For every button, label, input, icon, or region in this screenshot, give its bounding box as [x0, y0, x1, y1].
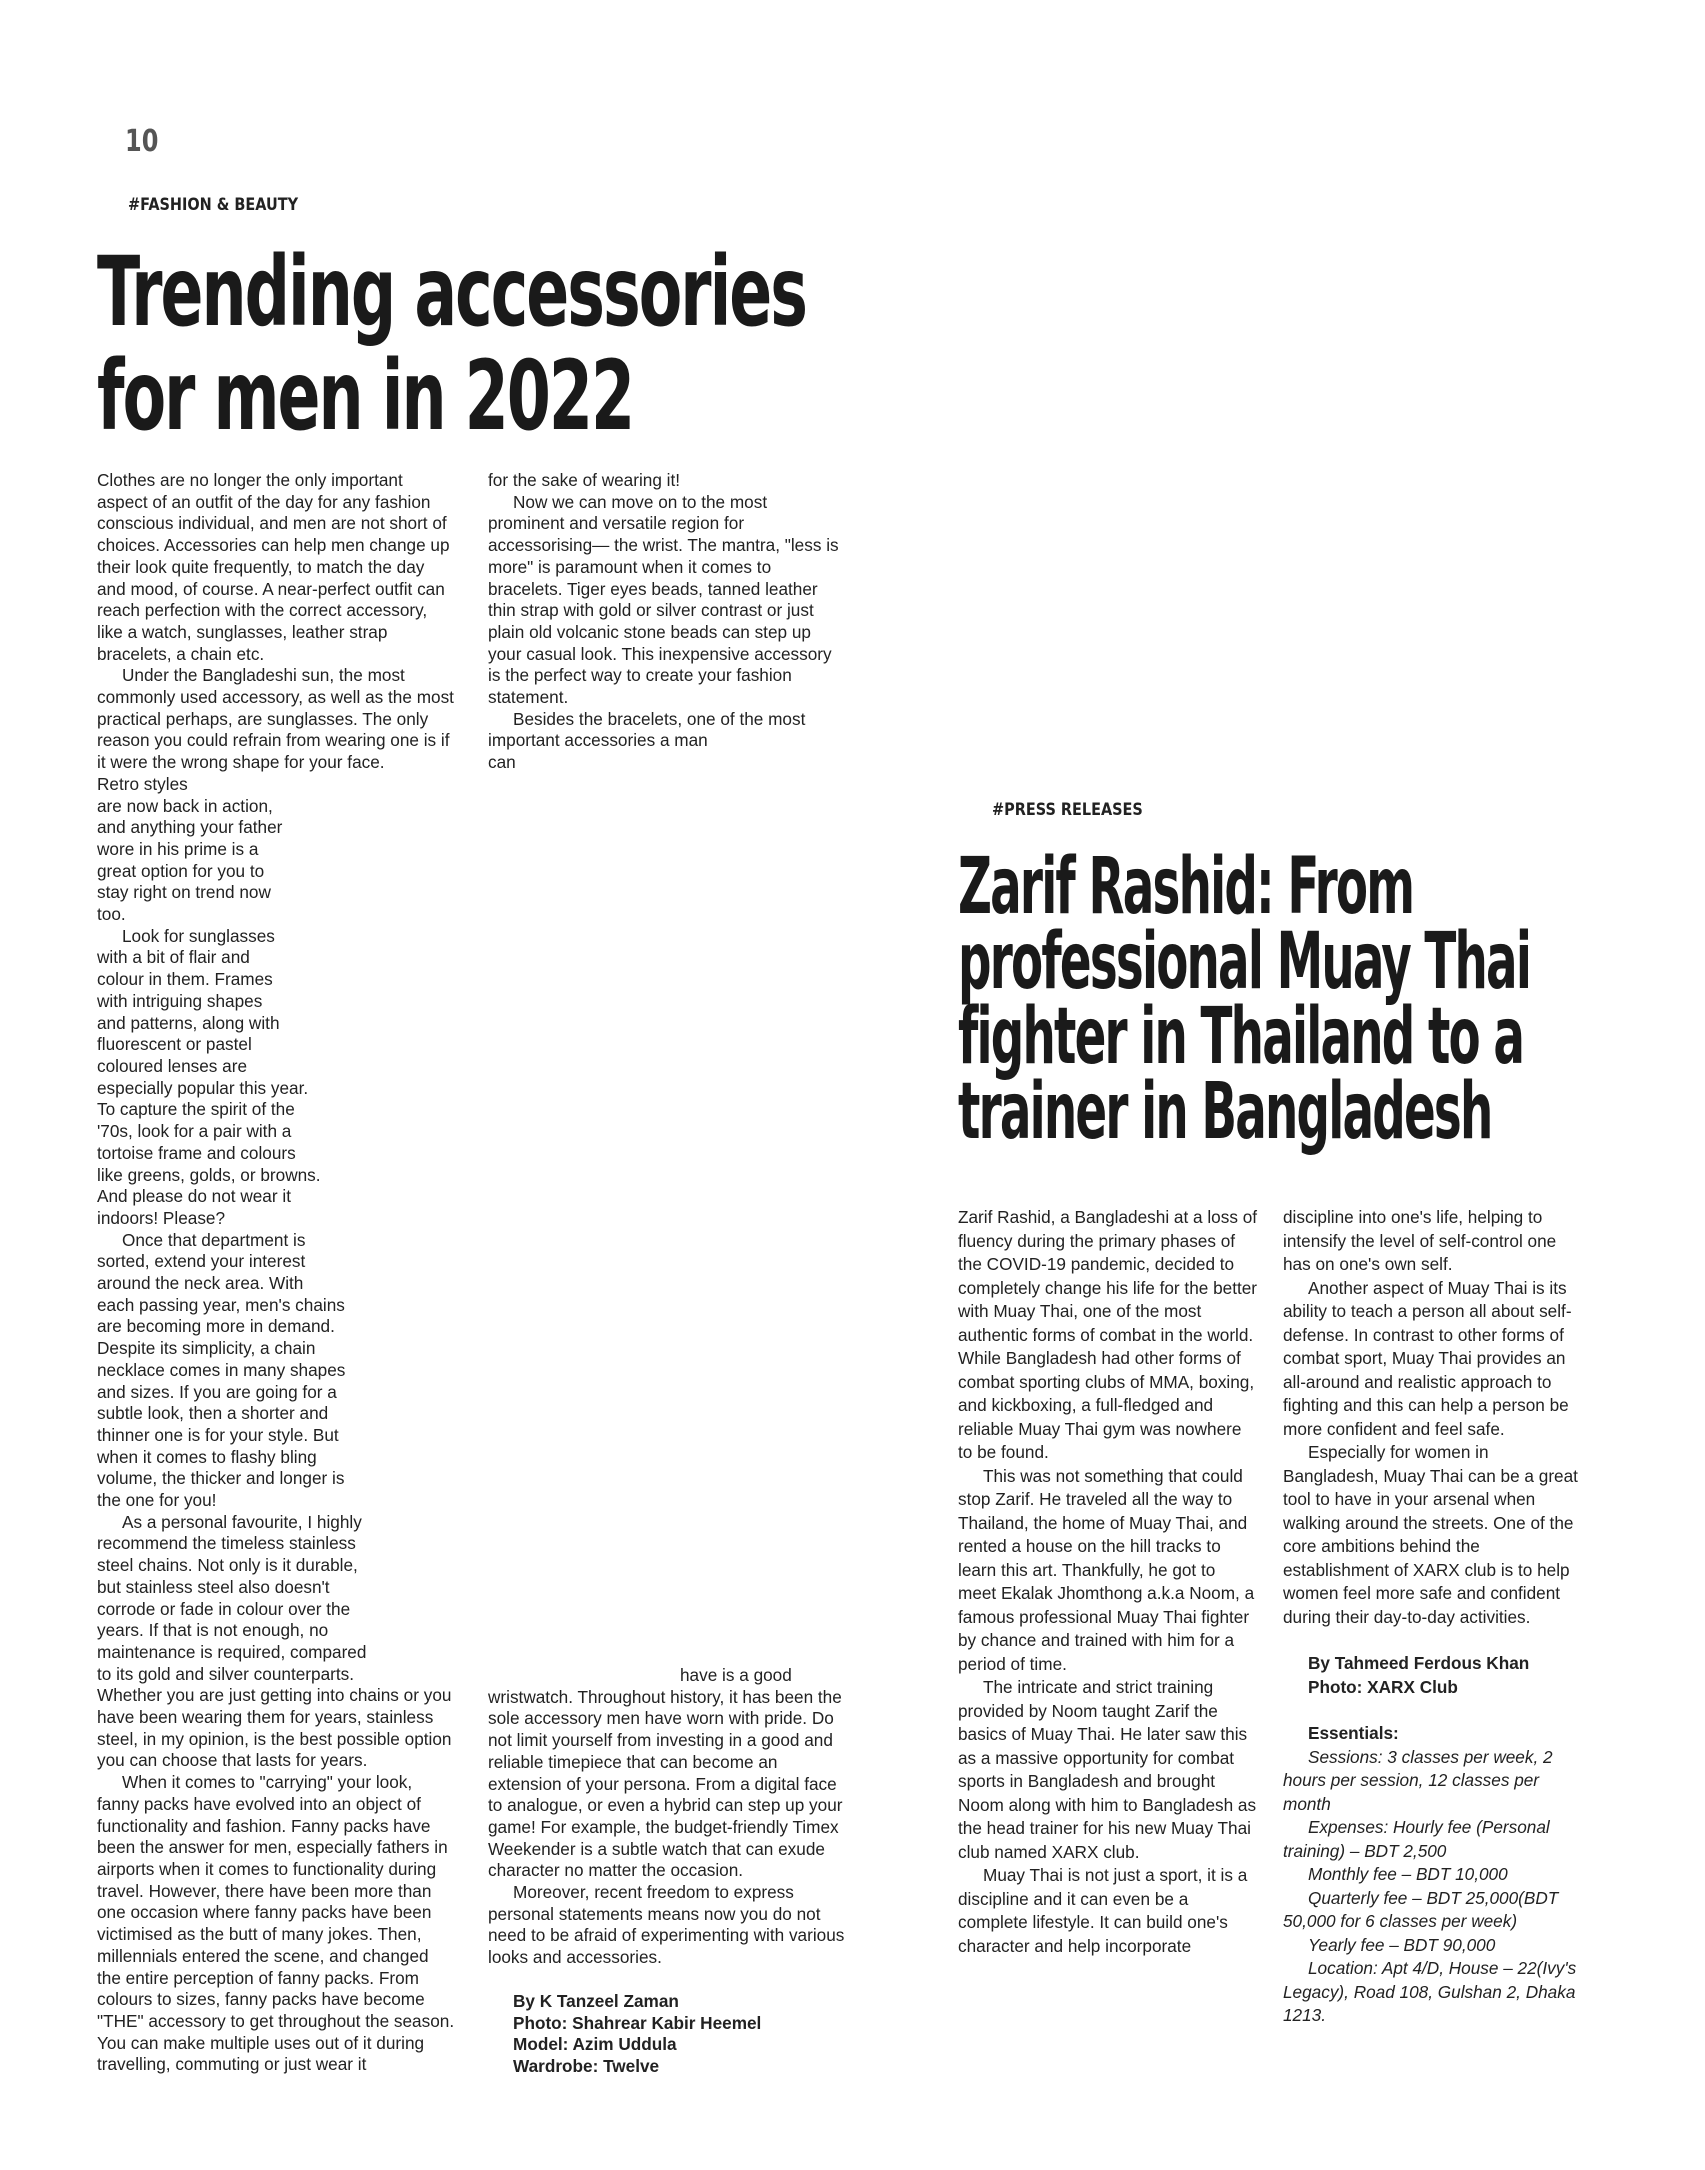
text-line: Despite its simplicity, a chain — [97, 1338, 316, 1359]
headline-line: trainer in Bangladesh — [958, 1067, 1492, 1157]
headline-line: for men in 2022 — [97, 340, 634, 452]
paragraph: Clothes are no longer the only important aspect of an outfit of the day for any fashion conscious individual, and men are not short of choices. Accessories can help men change up their look quite frequently, to match the day and mood, of course. A near-perfect outfit can reach perfection with the correct accessory, like a watch, sunglasses, leather strap bracelets, a chain etc. — [97, 470, 450, 664]
paragraph: Especially for women in Bangladesh, Muay Thai can be a great tool to have in your arsenal when walking around the streets. One of the core ambitions behind the establishment of XARX club is to help women feel more safe and confident during their day-to-day activities. — [1283, 1442, 1578, 1627]
text-line: each passing year, men's chains — [97, 1294, 345, 1315]
text-line: years. If that is not enough, no — [97, 1620, 329, 1641]
headline-line: Zarif Rashid: From — [958, 842, 1414, 932]
text-line: and sizes. If you are going for a — [97, 1381, 337, 1402]
paragraph: can — [488, 752, 516, 773]
paragraph: have is a good — [680, 1665, 792, 1685]
text-line: corrode or fade in colour over the — [97, 1598, 351, 1619]
text-line: with intriguing shapes — [97, 990, 263, 1011]
paragraph: The intricate and strict training provided by Noom taught Zarif the basics of Muay Thai. He later saw this as a massive opportunity for combat sports in Bangladesh and brought Noom along with him to Bangladesh as the head trainer for his new Muay Thai club named XARX club. — [958, 1677, 1257, 1862]
text-line: To capture the spirit of the — [97, 1099, 295, 1120]
paragraph: Under the Bangladeshi sun, the most commonly used accessory, as well as the most practical perhaps, are sunglasses. The only reason you could refrain from wearing one is if it were the wrong shape for your face. — [97, 665, 454, 773]
text-line: steel chains. Not only is it durable, — [97, 1555, 358, 1576]
text-line: As a personal favourite, I highly — [122, 1511, 362, 1532]
headline-line: fighter in Thailand to a — [958, 992, 1524, 1082]
essentials-title: Essentials: — [1308, 1723, 1399, 1743]
paragraph: discipline into one's life, helping to intensify the level of self-control one has on one's own self. — [1283, 1207, 1557, 1274]
text-line: but stainless steel also doesn't — [97, 1576, 330, 1597]
credit-author: By K Tanzeel Zaman — [513, 1990, 679, 2011]
text-line: '70s, look for a pair with a — [97, 1121, 292, 1142]
text-line: stay right on trend now — [97, 882, 271, 903]
paragraph: for the sake of wearing it! — [488, 470, 681, 490]
essentials-item: Yearly fee – BDT 90,000 — [1308, 1934, 1496, 1955]
text-line: wore in his prime is a — [97, 838, 259, 859]
col1-bottom-text — [97, 1685, 457, 2076]
text-line: colour in them. Frames — [97, 969, 273, 990]
text-line: necklace comes in many shapes — [97, 1359, 346, 1380]
essentials-item: Location: Apt 4/D, House – 22(Ivy's Legacy), Road 108, Gulshan 2, Dhaka 1213. — [1283, 1958, 1577, 2025]
text-line: tortoise frame and colours — [97, 1142, 296, 1163]
text-line: the one for you! — [97, 1490, 217, 1511]
paragraph: Zarif Rashid, a Bangladeshi at a loss of fluency during the primary phases of the COVID-19 pandemic, decided to completely change his life for the better with Muay Thai, one of the most authentic forms of combat in the world. While Bangladesh had other forms of combat sporting clubs of MMA, boxing, and kickboxing, a full-fledged and reliable Muay Thai gym was nowhere to be found. — [958, 1207, 1258, 1462]
section-tag-fashion: #FASHION & BEAUTY — [128, 195, 299, 215]
text-line: coloured lenses are — [97, 1055, 248, 1076]
paragraph: Another aspect of Muay Thai is its ability to teach a person all about self-defense. In contrast to other forms of combat sport, Muay Thai provides an all-around and realistic approach to fighting and this can help a person be more confident and feel safe. — [1283, 1277, 1572, 1439]
essentials-item: Expenses: Hourly fee (Personal training) – BDT 2,500 — [1283, 1817, 1550, 1861]
headline-line: Trending accessories — [97, 236, 807, 348]
text-line: great option for you to — [97, 860, 265, 881]
text-line: and patterns, along with — [97, 1012, 280, 1033]
text-line: indoors! Please? — [97, 1207, 226, 1228]
text-line: Once that department is — [122, 1229, 306, 1250]
page-number: 10 — [125, 124, 159, 159]
essentials-item: Monthly fee – BDT 10,000 — [1308, 1864, 1508, 1884]
text-line: Retro styles — [97, 773, 188, 794]
col1-narrow-text — [97, 774, 457, 1686]
text-line: subtle look, then a shorter and — [97, 1403, 329, 1424]
text-line: volume, the thicker and longer is — [97, 1468, 345, 1489]
text-line: sorted, extend your interest — [97, 1251, 306, 1272]
text-line: recommend the timeless stainless — [97, 1533, 356, 1554]
section-tag-press-releases: #PRESS RELEASES — [992, 800, 1143, 820]
credit-photo: Photo: Shahrear Kabir Heemel — [513, 2012, 762, 2033]
text-line: are now back in action, — [97, 795, 273, 816]
article2-headline — [958, 842, 1531, 1157]
text-line: And please do not wear it — [97, 1186, 291, 1207]
paragraph: When it comes to "carrying" your look, fanny packs have evolved into an object of functionality and fashion. Fanny packs have been the answer for men, especially fathers in airports when it comes to functionality during travel. However, there have been more than one occasion where fanny packs have been victimised as the butt of many jokes. Then, millennials entered the scene, and changed the entire perception of fanny packs. From colours to sizes, fanny packs have become "THE" accessory to get throughout the season. You can make multiple uses out of it during travelling, commuting or just wear it — [97, 1772, 455, 2075]
paragraph: This was not something that could stop Zarif. He traveled all the way to Thailand, the home of Muay Thai, and rented a house on the hill tracks to learn this art. Thankfully, he got to meet Ekalak Jhomthong a.k.a Noom, a famous professional Muay Thai fighter by chance and trained with him for a period of time. — [958, 1465, 1255, 1674]
text-line: with a bit of flair and — [97, 947, 250, 968]
text-line: when it comes to flashy bling — [97, 1446, 317, 1467]
col1-top-text — [97, 470, 457, 774]
essentials-item: Quarterly fee – BDT 25,000(BDT 50,000 for 6 classes per week) — [1283, 1887, 1559, 1931]
text-line: and anything your father — [97, 817, 283, 838]
credit-author: By Tahmeed Ferdous Khan — [1308, 1653, 1530, 1673]
headline-line: professional Muay Thai — [958, 917, 1531, 1007]
credit-wardrobe: Wardrobe: Twelve — [513, 2055, 660, 2076]
paragraph: Moreover, recent freedom to express personal statements means now you do not need to be afraid of experimenting with various looks and accessories. — [488, 1882, 845, 1968]
article2-column-2 — [1283, 1206, 1583, 2028]
text-line: too. — [97, 904, 126, 925]
paragraph: Muay Thai is not just a sport, it is a discipline and it can even be a complete lifestyle. It can build one's character and help incorporate — [958, 1865, 1248, 1956]
credit-model: Model: Azim Uddula — [513, 2034, 677, 2055]
article1-column-1 — [97, 470, 457, 2076]
paragraph: Besides the bracelets, one of the most important accessories a man — [488, 708, 806, 751]
paragraph: Whether you are just getting into chains or you have been wearing them for years, stainless steel, in my opinion, is the best possible option you can choose that lasts for years. — [97, 1685, 452, 1771]
text-line: thinner one is for your style. But — [97, 1424, 339, 1445]
paragraph: wristwatch. Throughout history, it has been the sole accessory men have worn with pride. Do not limit yourself from investing in a good and reliable timepiece that can become an extension of your persona. From a digital face to analogue, or even a hybrid can step up your game! For example, the budget-friendly Timex Weekender is a subtle watch that can exude character no matter the occasion. — [488, 1686, 843, 1881]
credit-photo: Photo: XARX Club — [1308, 1676, 1458, 1697]
essentials-item: Sessions: 3 classes per week, 2 hours per session, 12 classes per month — [1283, 1746, 1553, 1814]
text-line: maintenance is required, compared — [97, 1641, 367, 1662]
text-line: to its gold and silver counterparts. — [97, 1663, 354, 1684]
text-line: are becoming more in demand. — [97, 1316, 335, 1337]
text-line: like greens, golds, or browns. — [97, 1164, 321, 1185]
text-line: fluorescent or pastel — [97, 1034, 252, 1055]
text-line: especially popular this year. — [97, 1077, 309, 1098]
text-line: around the neck area. With — [97, 1273, 304, 1294]
article1-headline — [97, 236, 807, 452]
text-line: Look for sunglasses — [122, 925, 275, 946]
article1-column-2-bottom — [488, 1665, 848, 2078]
article2-column-1 — [958, 1206, 1258, 1958]
article1-column-2-top — [488, 470, 848, 774]
paragraph: Now we can move on to the most prominent and versatile region for accessorising— the wrist. The mantra, "less is more" is paramount when it comes to bracelets. Tiger eyes beads, tanned leather thin strap with gold or silver contrast or just plain old volcanic stone beads can step up your casual look. This inexpensive accessory is the perfect way to create your fashion statement. — [488, 491, 839, 708]
